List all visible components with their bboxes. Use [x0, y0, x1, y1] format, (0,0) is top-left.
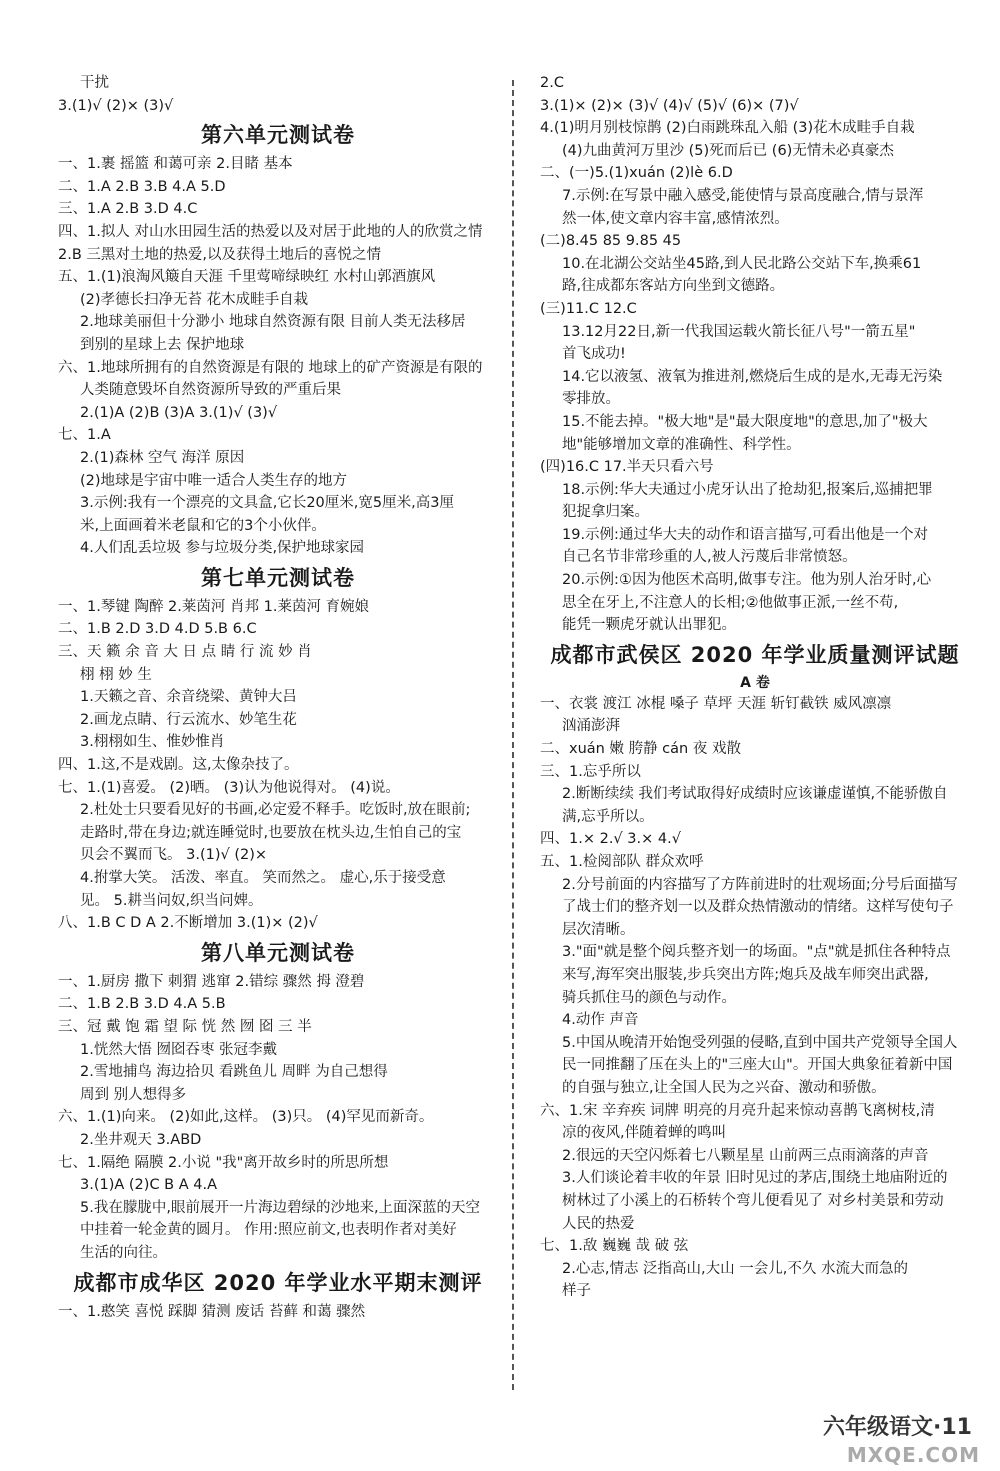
answer-line: 19.示例:通过华大夫的动作和语言描写,可看出他是一个对	[562, 526, 929, 543]
answer-line: 二、1.B 2.B 3.D 4.A 5.B	[58, 996, 226, 1013]
right-column	[540, 72, 970, 1303]
answer-line: 20.示例:①因为他医术高明,做事专注。他为别人治牙时,心	[562, 572, 932, 589]
answer-line: 走路时,带在身边;就连睡觉时,也要放在枕头边,生怕自己的宝	[80, 824, 462, 841]
answer-line: 2.坐井观天 3.ABD	[80, 1131, 202, 1148]
answer-line: 三、冠 戴 饱 霜 望 际 恍 然 囫 囵 三 半	[58, 1018, 312, 1035]
answer-line: 见。 5.耕当问奴,织当问婢。	[80, 892, 263, 909]
answer-line: 3.(1)√ (2)× (3)√	[58, 97, 174, 114]
answer-line: 13.12月22日,新一代我国运载火箭长征八号"一箭五星"	[562, 323, 916, 340]
answer-line: 人类随意毁坏自然资源所导致的严重后果	[80, 382, 341, 399]
answer-line: 2.地球美丽但十分渺小 地球自然资源有限 目前人类无法移居	[80, 314, 466, 331]
answer-line: 七、1.(1)喜爱。 (2)晒。 (3)认为他说得对。 (4)说。	[58, 779, 400, 796]
answer-line: 15.不能去掉。"极大地"是"最大限度地"的意思,加了"极大	[562, 413, 928, 430]
column-divider	[512, 80, 514, 1390]
answer-line: 10.在北湖公交站坐45路,到人民北路公交站下车,换乘61	[562, 255, 922, 272]
answer-line: 贝会不翼而飞。 3.(1)√ (2)×	[80, 847, 268, 864]
answer-line: 六、1.宋 辛弃疾 词牌 明亮的月亮升起来惊动喜鹊飞离树枝,清	[540, 1102, 935, 1119]
answer-line: 7.示例:在写景中融入感受,能使情与景高度融合,情与景浑	[562, 187, 924, 204]
section-heading: 成都市武侯区 2020 年学业质量测评试题	[550, 642, 960, 667]
answer-line: 米,上面画着米老鼠和它的3个小伙伴。	[80, 517, 326, 534]
answer-line: (三)11.C 12.C	[540, 300, 637, 317]
answer-line: 六、1.(1)向来。 (2)如此,这样。 (3)只。 (4)罕见而新奇。	[58, 1109, 434, 1126]
answer-line: 到别的星球上去 保护地球	[80, 336, 245, 353]
answer-line: 1.恍然大悟 囫囵吞枣 张冠李戴	[80, 1041, 278, 1058]
section-heading: 第七单元测试卷	[201, 565, 355, 590]
answer-line: 二、1.B 2.D 3.D 4.D 5.B 6.C	[58, 621, 257, 638]
answer-line: 凉的夜风,伴随着蝉的鸣叫	[562, 1125, 727, 1142]
answer-line: 2.B 三黑对土地的热爱,以及获得土地后的喜悦之情	[58, 246, 381, 263]
answer-line: 骑兵抓住马的颜色与动作。	[562, 989, 736, 1006]
answer-line: 栩 栩 妙 生	[80, 666, 152, 683]
answer-line: 2.C	[540, 75, 564, 91]
answer-line: 3.人们谈论着丰收的年景 旧时见过的茅店,围绕土地庙附近的	[562, 1170, 948, 1187]
answer-line: 1.天籁之音、余音绕梁、黄钟大吕	[80, 689, 297, 706]
answer-line: 一、1.厨房 撒下 刺猬 逃窜 2.错综 骤然 拇 澄碧	[58, 973, 365, 990]
section-heading: 成都市成华区 2020 年学业水平期末测评	[73, 1270, 483, 1295]
answer-line: 3.(1)× (2)× (3)√ (4)√ (5)√ (6)× (7)√	[540, 97, 799, 114]
answer-line: 一、衣裳 渡江 冰棍 嗓子 草坪 天涯 斩钉截铁 威风凛凛	[540, 695, 892, 712]
answer-line: 2.杜处士只要看见好的书画,必定爱不释手。吃饭时,放在眼前;	[80, 802, 471, 819]
answer-line: 路,往成都东客站方向坐到文德路。	[562, 278, 785, 295]
answer-line: 3."面"就是整个阅兵整齐划一的场面。"点"就是抓住各种特点	[562, 944, 951, 961]
watermark-text: MXQE.COM	[846, 1443, 980, 1467]
answer-line: 满,忘乎所以。	[562, 808, 654, 825]
answer-line: 七、1.隔绝 隔膜 2.小说 "我"离开故乡时的所思所想	[58, 1154, 389, 1171]
answer-line: 五、1.检阅部队 群众欢呼	[540, 854, 704, 870]
answer-line: 三、天 籁 余 音 大 日 点 睛 行 流 妙 肖	[58, 644, 312, 661]
section-subheading: A 卷	[740, 674, 770, 691]
answer-line: (2)孝德长扫净无苔 花木成畦手自栽	[80, 291, 309, 308]
answer-line: 一、1.裹 摇篮 和蔼可亲 2.目睹 基本	[58, 156, 293, 173]
answer-line: 2.雪地捕鸟 海边拾贝 看跳鱼儿 周畔 为自己想得	[80, 1064, 388, 1081]
answer-line: 地"能够增加文章的准确性、科学性。	[562, 436, 801, 453]
answer-line: 自己名节非常珍重的人,被人污蔑后非常愤怒。	[562, 549, 857, 566]
answer-line: 2.(1)A (2)B (3)A 3.(1)√ (3)√	[80, 404, 278, 421]
answer-line: 来写,海军突出服装,步兵突出方阵;炮兵及战车师突出武器,	[562, 966, 929, 983]
answer-line: 二、xuán 嫩 胯静 cán 夜 戏散	[540, 741, 741, 758]
answer-line: 2.心志,情志 泛指高山,大山 一会儿,不久 水流大而急的	[562, 1260, 908, 1277]
answer-line: 五、1.(1)浪淘风簸自天涯 千里莺啼绿映红 水村山郭酒旗风	[58, 269, 436, 286]
answer-line: 民一同推翻了压在头上的"三座大山"。开国大典象征着新中国	[562, 1057, 953, 1074]
answer-line: 七、1.A	[58, 427, 111, 444]
answer-line: 思全在牙上,不注意人的长相;②他做事正派,一丝不苟,	[562, 594, 899, 611]
answer-line: 14.它以液氢、液氧为推进剂,燃烧后生成的是水,无毒无污染	[562, 368, 943, 385]
answer-line: 四、1.拟人 对山水田园生活的热爱以及对居于此地的人的欣赏之情	[58, 223, 483, 240]
answer-line: 4.动作 声音	[562, 1012, 639, 1029]
answer-line: 了战士们的整齐划一以及群众热情激动的情绪。这样写使句子	[562, 899, 954, 916]
answer-line: 能凭一颗虎牙就认出罪犯。	[562, 617, 736, 634]
answer-line: 3.栩栩如生、惟妙惟肖	[80, 734, 225, 751]
answer-line: 二、(一)5.(1)xuán (2)lè 6.D	[540, 165, 733, 182]
left-column	[58, 72, 498, 1323]
answer-line: 5.我在朦胧中,眼前展开一片海边碧绿的沙地来,上面深蓝的天空	[80, 1199, 481, 1216]
answer-line: 六、1.地球所拥有的自然资源是有限的 地球上的矿产资源是有限的	[58, 359, 483, 376]
answer-line: 5.中国从晚清开始饱受列强的侵略,直到中国共产党领导全国人	[562, 1034, 958, 1051]
answer-line: 二、1.A 2.B 3.B 4.A 5.D	[58, 178, 226, 195]
answer-line: 4.(1)明月别枝惊鹊 (2)白雨跳珠乱入船 (3)花木成畦手自栽	[540, 120, 915, 137]
answer-line: 4.拊掌大笑。 活泼、率直。 笑而然之。 虚心,乐于接受意	[80, 870, 446, 886]
answer-line: 人民的热爱	[562, 1215, 635, 1232]
answer-line: 样子	[562, 1283, 591, 1300]
answer-line: 的自强与独立,让全国人民为之兴奋、激动和骄傲。	[562, 1079, 886, 1096]
answer-line: 七、1.敌 巍巍 哉 破 弦	[540, 1238, 689, 1255]
answer-line: (2)地球是宇宙中唯一适合人类生存的地方	[80, 472, 348, 489]
answer-line: 三、1.忘乎所以	[540, 763, 641, 780]
answer-line: 干扰	[80, 75, 109, 91]
answer-line: 2.画龙点睛、行云流水、妙笔生花	[80, 711, 297, 728]
answer-line: 八、1.B C D A 2.不断增加 3.(1)× (2)√	[58, 915, 318, 932]
answer-line: 首飞成功!	[562, 346, 626, 363]
answer-line: 2.分号前面的内容描写了方阵前进时的壮观场面;分号后面描写	[562, 876, 958, 893]
answer-line: 然一体,使文章内容丰富,感情浓烈。	[562, 210, 789, 227]
answer-line: 2.很远的天空闪烁着七八颗星星 山前两三点雨滴落的声音	[562, 1147, 929, 1164]
answer-line: 三、1.A 2.B 3.D 4.C	[58, 201, 198, 218]
answer-line: 四、1.这,不是戏剧。这,太像杂技了。	[58, 757, 299, 774]
answer-line: 2.(1)森林 空气 海洋 原因	[80, 449, 245, 466]
answer-line: 2.断断续续 我们考试取得好成绩时应该谦虚谨慎,不能骄傲自	[562, 786, 948, 803]
answer-line: 生活的向往。	[80, 1244, 167, 1261]
answer-line: 中挂着一轮金黄的圆月。 作用:照应前文,也表明作者对美好	[80, 1222, 457, 1239]
answer-line: 周到 别人想得多	[80, 1086, 187, 1103]
answer-line: (四)16.C 17.半天只看六号	[540, 459, 714, 476]
answer-line: 3.(1)A (2)C B A 4.A	[80, 1177, 218, 1194]
answer-line: 犯捉拿归案。	[562, 504, 649, 521]
answer-line: 18.示例:华大夫通过小虎牙认出了抢劫犯,报案后,巡捕把罪	[562, 481, 933, 498]
answer-line: 一、1.憨笑 喜悦 踩脚 猜测 废话 苔藓 和蔼 骤然	[58, 1303, 366, 1320]
section-heading: 第八单元测试卷	[201, 940, 355, 965]
answer-line: 四、1.× 2.√ 3.× 4.√	[540, 831, 681, 848]
answer-line: 层次清晰。	[562, 921, 635, 938]
answer-line: 零排放。	[562, 391, 620, 408]
page-footer: 六年级语文·11	[823, 1415, 972, 1440]
answer-line: 4.人们乱丢垃圾 参与垃圾分类,保护地球家园	[80, 540, 365, 557]
answer-line: 一、1.琴键 陶醉 2.莱茵河 肖邦 1.莱茵河 育婉娘	[58, 598, 370, 615]
answer-line: (二)8.45 85 9.85 45	[540, 233, 682, 250]
section-heading: 第六单元测试卷	[201, 123, 355, 148]
answer-line: (4)九曲黄河万里沙 (5)死而后已 (6)无情未必真豪杰	[562, 142, 894, 159]
answer-line: 汹涌澎湃	[562, 718, 620, 735]
answer-line: 树林过了小溪上的石桥转个弯儿便看见了 对乡村美景和劳动	[562, 1192, 944, 1209]
answer-line: 3.示例:我有一个漂亮的文具盒,它长20厘米,宽5厘米,高3厘	[80, 495, 454, 512]
